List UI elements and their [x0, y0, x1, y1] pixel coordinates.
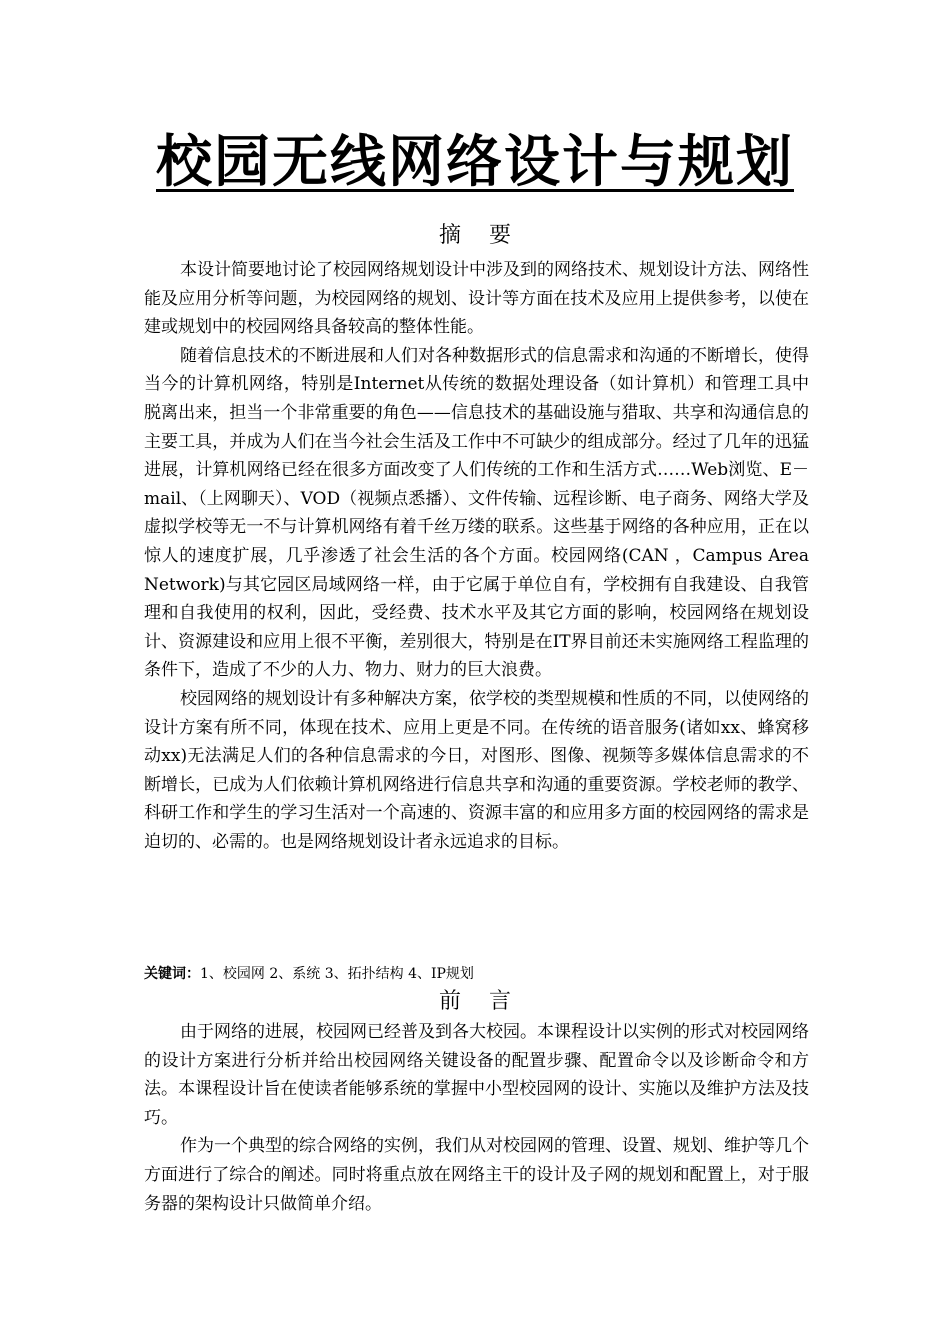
abstract-paragraph-3: 校园网络的规划设计有多种解决方案，依学校的类型规模和性质的不同，以使网络的设计方案有所不同，体现在技术、应用上更是不同。在传统的语音服务(诸如xx、蜂窝移动xx)无法满足人们的各种信息需求的今日，对图形、图像、视频等多媒体信息需求的不断增长，已成为人们依赖计算机网络进行信息共享和沟通的重要资源。学校老师的教学、科研工作和学生的学习生活对一个高速的、资源丰富的和应用多方面的校园网络的需求是迫切的、必需的。也是网络规划设计者永远追求的目标。: [144, 688, 809, 852]
abstract-paragraph-2: 随着信息技术的不断进展和人们对各种数据形式的信息需求和沟通的不断增长，使得当今的计算机网络，特别是Internet从传统的数据处理设备（如计算机）和管理工具中脱离出来，担当一个非常重要的角色——信息技术的基础设施与猎取、共享和沟通信息的主要工具，并成为人们在当今社会生活及工作中不可缺少的组成部分。经过了几年的迅猛进展，计算机网络已经在很多方面改变了人们传统的工作和生活方式……Web浏览、E－mail、（上网聊天）、VOD（视频点悉播）、文件传输、远程诊断、电子商务、网络大学及虚拟学校等无一不与计算机网络有着千丝万缕的联系。这些基于网络的各种应用，正在以惊人的速度扩展，几乎渗透了社会生活的各个方面。校园网络(CAN ，Campus Area Network)与其它园区局域网络一样，由于它属于单位自有，学校拥有自我建设、自我管理和自我使用的权利，因此，受经费、技术水平及其它方面的影响，校园网络在规划设计、资源建设和应用上很不平衡，差别很大，特别是在IT界目前还未实施网络工程监理的条件下，造成了不少的人力、物力、财力的巨大浪费。: [144, 345, 809, 681]
abstract-body: [144, 256, 809, 856]
preface-heading: 前言: [438, 989, 539, 1014]
document-title: [0, 118, 950, 198]
keywords-line: [144, 964, 474, 984]
keywords-text: 1、校园网 2、系统 3、拓扑结构 4、IP规划: [200, 966, 474, 982]
abstract-heading: 摘要: [438, 223, 539, 248]
keywords-label: 关键词：: [144, 966, 200, 982]
preface-body: [144, 1018, 809, 1218]
abstract-paragraph-1: 本设计简要地讨论了校园网络规划设计中涉及到的网络技术、规划设计方法、网络性能及应用分析等问题，为校园网络的规划、设计等方面在技术及应用上提供参考，以使在建或规划中的校园网络具备较高的整体性能。: [144, 260, 809, 338]
preface-paragraph-1: 由于网络的进展，校园网已经普及到各大校园。本课程设计以实例的形式对校园网络的设计方案进行分析并给出校园网络关键设备的配置步骤、配置命令以及诊断命令和方法。本课程设计旨在使读者能够系统的掌握中小型校园网的设计、实施以及维护方法及技巧。: [144, 1022, 809, 1128]
document-title-text: 校园无线网络设计与规划: [156, 130, 794, 195]
preface-paragraph-2: 作为一个典型的综合网络的实例，我们从对校园网的管理、设置、规划、维护等几个方面进行了综合的阐述。同时将重点放在网络主干的设计及子网的规划和配置上，对于服务器的架构设计只做简单介绍。: [144, 1136, 809, 1214]
